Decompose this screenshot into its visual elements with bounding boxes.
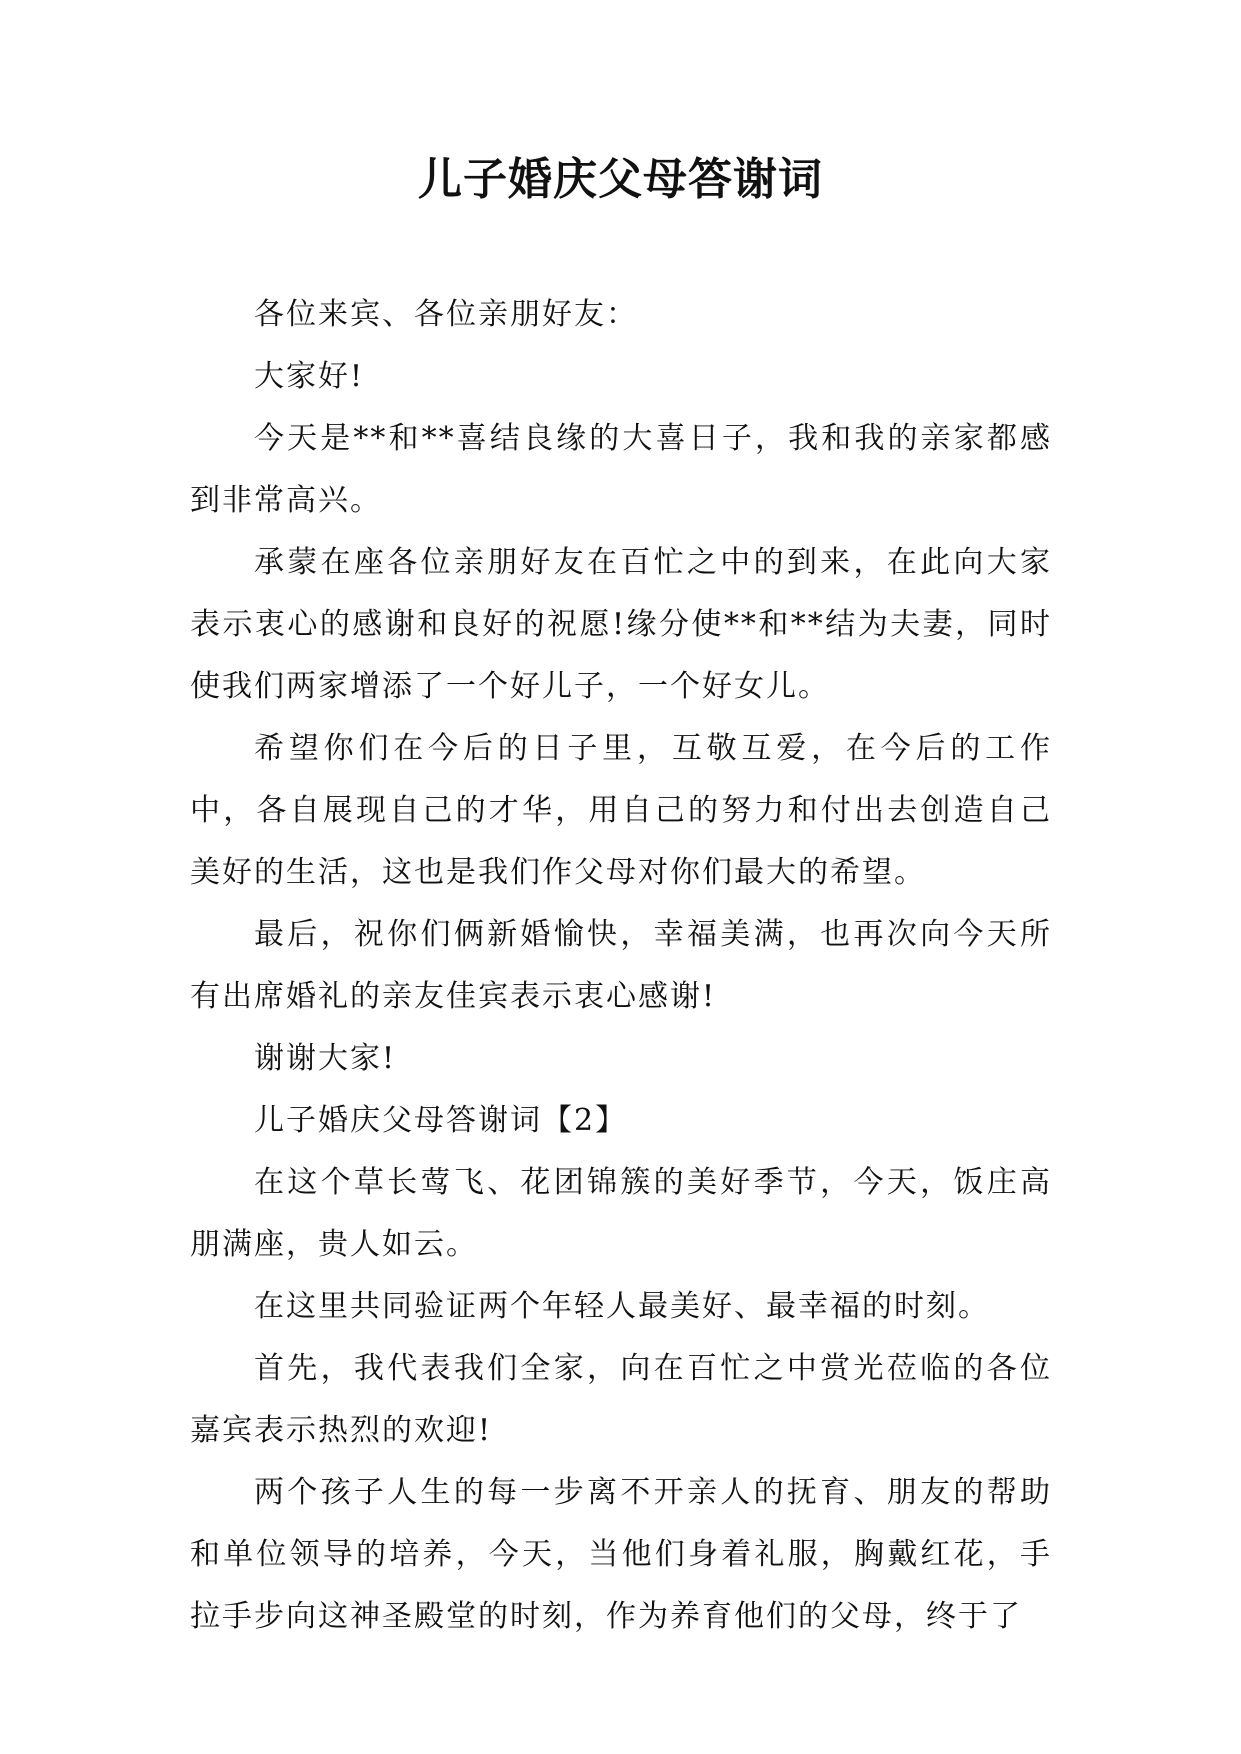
document-body [190, 284, 1052, 1648]
paragraph: 承蒙在座各位亲朋好友在百忙之中的到来，在此向大家表示衷心的感谢和良好的祝愿!缘分使**和**结为夫妻，同时使我们两家增添了一个好儿子，一个好女儿。 [190, 545, 1052, 704]
paragraph: 希望你们在今后的日子里，互敬互爱，在今后的工作中，各自展现自己的才华，用自己的努力和付出去创造自己美好的生活，这也是我们作父母对你们最大的希望。 [190, 731, 1052, 890]
paragraph: 在这个草长莺飞、花团锦簇的美好季节，今天，饭庄高朋满座，贵人如云。 [190, 1165, 1052, 1262]
paragraph: 两个孩子人生的每一步离不开亲人的抚育、朋友的帮助和单位领导的培养，今天，当他们身着礼服，胸戴红花，手拉手步向这神圣殿堂的时刻，作为养育他们的父母，终于了 [190, 1475, 1052, 1634]
section-heading: 儿子婚庆父母答谢词【2】 [254, 1103, 628, 1138]
paragraph-salutation: 各位来宾、各位亲朋好友： [254, 297, 638, 332]
document-title: 儿子婚庆父母答谢词 [418, 154, 823, 205]
paragraph-thanks: 谢谢大家! [254, 1041, 397, 1076]
paragraph-greeting: 大家好! [254, 359, 365, 394]
paragraph: 最后，祝你们俩新婚愉快，幸福美满，也再次向今天所有出席婚礼的亲友佳宾表示衷心感谢! [190, 917, 1052, 1014]
paragraph: 今天是**和**喜结良缘的大喜日子，我和我的亲家都感到非常高兴。 [190, 421, 1052, 518]
paragraph: 首先，我代表我们全家，向在百忙之中赏光莅临的各位嘉宾表示热烈的欢迎! [190, 1351, 1052, 1448]
paragraph: 在这里共同验证两个年轻人最美好、最幸福的时刻。 [254, 1289, 990, 1324]
